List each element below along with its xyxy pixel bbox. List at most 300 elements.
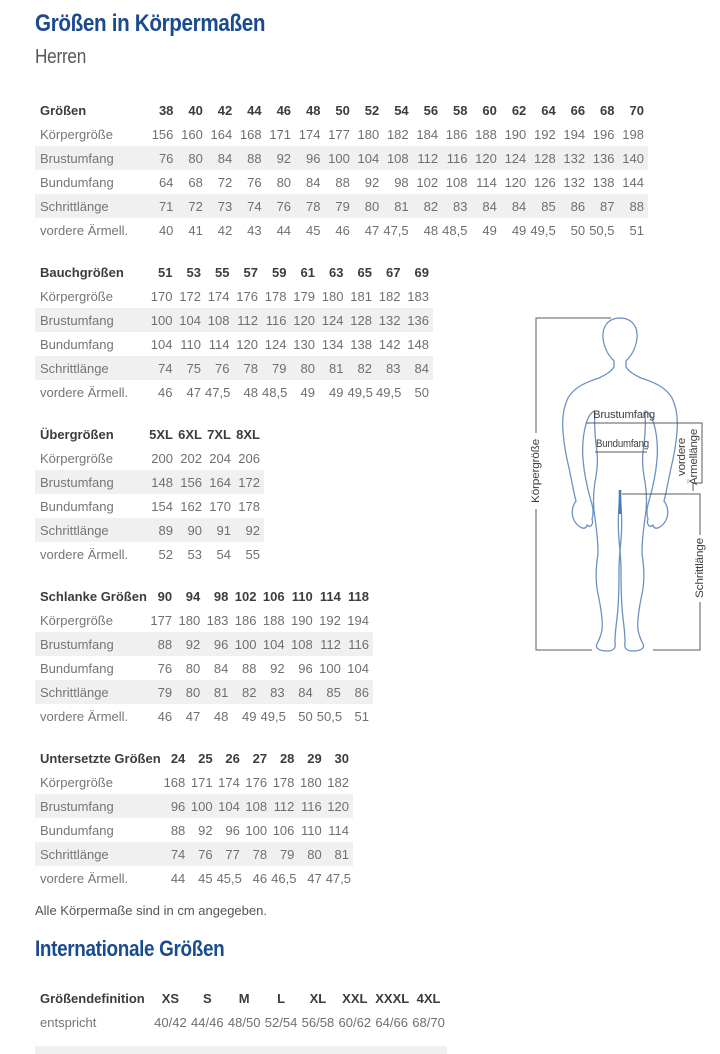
table-bauchgroessen bbox=[35, 260, 433, 404]
row-label: vordere Ärmell. bbox=[40, 384, 129, 400]
value-cell: 80 bbox=[188, 150, 203, 166]
row-label: Schrittlänge bbox=[40, 684, 109, 700]
value-cell: 98 bbox=[394, 174, 409, 190]
value-cell: 92 bbox=[270, 660, 285, 676]
value-cell: 120 bbox=[475, 150, 497, 166]
partial-table-stripe bbox=[35, 1046, 447, 1054]
table-header-label: Größendefinition bbox=[40, 990, 145, 1006]
value-cell: 56/58 bbox=[301, 1014, 335, 1030]
value-cell: 183 bbox=[407, 288, 429, 304]
size-column-header: 48 bbox=[305, 102, 321, 118]
value-cell: 44/46 bbox=[191, 1014, 224, 1030]
table-row bbox=[35, 218, 648, 242]
value-cell: 184 bbox=[416, 126, 439, 142]
size-column-header: 69 bbox=[414, 264, 429, 280]
value-cell: 64/66 bbox=[375, 1014, 408, 1030]
value-cell: 162 bbox=[180, 498, 202, 514]
size-table-schlanke-groessen bbox=[35, 584, 373, 728]
table-row bbox=[35, 770, 353, 794]
size-column-header: 24 bbox=[170, 750, 186, 766]
size-column-header: S bbox=[202, 990, 212, 1006]
value-cell: 51 bbox=[629, 222, 644, 238]
value-cell: 170 bbox=[209, 498, 231, 514]
value-cell: 49 bbox=[482, 222, 497, 238]
diagram-label-schrittlaenge: Schrittlänge bbox=[694, 542, 706, 598]
table-header-label: Untersetzte Größen bbox=[40, 750, 161, 766]
value-cell: 72 bbox=[217, 174, 233, 190]
size-table-groessen bbox=[35, 98, 648, 242]
value-cell: 92 bbox=[364, 174, 380, 190]
row-label: Körpergröße bbox=[40, 288, 113, 304]
value-cell: 83 bbox=[270, 684, 285, 700]
value-cell: 186 bbox=[445, 126, 468, 142]
size-column-header: 30 bbox=[334, 750, 349, 766]
size-column-header: 42 bbox=[217, 102, 233, 118]
table-header-label: Übergrößen bbox=[40, 426, 114, 442]
value-cell: 84 bbox=[217, 150, 233, 166]
value-cell: 180 bbox=[299, 774, 322, 790]
table-row bbox=[35, 842, 353, 866]
row-label: Brustumfang bbox=[40, 474, 114, 490]
value-cell: 202 bbox=[180, 450, 202, 466]
value-cell: 102 bbox=[416, 174, 439, 190]
value-cell: 60/62 bbox=[338, 1014, 372, 1030]
value-cell: 112 bbox=[273, 798, 295, 814]
size-column-header: 55 bbox=[215, 264, 230, 280]
value-cell: 92 bbox=[198, 822, 213, 838]
row-label: Bundumfang bbox=[40, 660, 114, 676]
table-internationale-groessen bbox=[35, 986, 447, 1034]
value-cell: 84 bbox=[213, 660, 229, 676]
table-row bbox=[35, 170, 648, 194]
value-cell: 92 bbox=[185, 636, 201, 652]
value-cell: 100 bbox=[328, 150, 350, 166]
value-cell: 86 bbox=[354, 684, 369, 700]
value-cell: 68/70 bbox=[412, 1014, 445, 1030]
value-cell: 108 bbox=[291, 636, 313, 652]
table-row bbox=[35, 122, 648, 146]
value-cell: 194 bbox=[563, 126, 586, 142]
table-row bbox=[35, 632, 373, 656]
size-column-header: 67 bbox=[386, 264, 401, 280]
value-cell: 174 bbox=[298, 126, 321, 142]
value-cell: 126 bbox=[533, 174, 556, 190]
value-cell: 136 bbox=[407, 312, 429, 328]
value-cell: 64 bbox=[158, 174, 174, 190]
value-cell: 52 bbox=[158, 546, 173, 562]
size-column-header: 28 bbox=[279, 750, 295, 766]
value-cell: 43 bbox=[247, 222, 262, 238]
size-column-header: 54 bbox=[394, 102, 409, 118]
value-cell: 78 bbox=[252, 846, 268, 862]
row-label: Körpergröße bbox=[40, 450, 113, 466]
value-cell: 48 bbox=[243, 384, 258, 400]
value-cell: 47 bbox=[185, 708, 201, 724]
value-cell: 177 bbox=[150, 612, 173, 628]
value-cell: 80 bbox=[307, 846, 322, 862]
row-label: Schrittlänge bbox=[40, 846, 109, 862]
value-cell: 49,5 bbox=[530, 222, 556, 238]
value-cell: 108 bbox=[386, 150, 409, 166]
value-cell: 49 bbox=[242, 708, 257, 724]
value-cell: 47,5 bbox=[325, 870, 351, 886]
value-cell: 188 bbox=[262, 612, 285, 628]
size-table-bauchgroessen bbox=[35, 260, 433, 404]
value-cell: 79 bbox=[335, 198, 350, 214]
value-cell: 46,5 bbox=[271, 870, 297, 886]
body-measurement-diagram bbox=[523, 305, 720, 660]
value-cell: 89 bbox=[158, 522, 173, 538]
value-cell: 81 bbox=[334, 846, 349, 862]
value-cell: 52/54 bbox=[264, 1014, 298, 1030]
value-cell: 194 bbox=[347, 612, 369, 628]
value-cell: 44 bbox=[276, 222, 292, 238]
row-label: Brustumfang bbox=[40, 312, 114, 328]
size-column-header: 64 bbox=[541, 102, 556, 118]
size-column-header: 68 bbox=[600, 102, 615, 118]
value-cell: 80 bbox=[185, 660, 201, 676]
row-label: Bundumfang bbox=[40, 822, 114, 838]
value-cell: 200 bbox=[151, 450, 173, 466]
value-cell: 50 bbox=[414, 384, 429, 400]
value-cell: 172 bbox=[179, 288, 201, 304]
value-cell: 104 bbox=[179, 312, 201, 328]
size-column-header: 25 bbox=[198, 750, 213, 766]
size-column-header: 6XL bbox=[178, 426, 202, 442]
value-cell: 88 bbox=[335, 174, 350, 190]
value-cell: 96 bbox=[305, 150, 321, 166]
value-cell: 80 bbox=[300, 360, 315, 376]
value-cell: 68 bbox=[188, 174, 203, 190]
table-row bbox=[35, 680, 373, 704]
size-column-header: 53 bbox=[186, 264, 201, 280]
value-cell: 128 bbox=[533, 150, 556, 166]
value-cell: 114 bbox=[208, 336, 230, 352]
value-cell: 120 bbox=[504, 174, 527, 190]
value-cell: 112 bbox=[320, 636, 341, 652]
value-cell: 177 bbox=[328, 126, 350, 142]
value-cell: 132 bbox=[378, 312, 401, 328]
diagram-label-koerpergroesse: Körpergröße bbox=[530, 443, 542, 503]
size-column-header: 50 bbox=[335, 102, 350, 118]
value-cell: 84 bbox=[305, 174, 321, 190]
row-label: Körpergröße bbox=[40, 126, 113, 142]
value-cell: 124 bbox=[321, 312, 344, 328]
value-cell: 140 bbox=[622, 150, 644, 166]
value-cell: 116 bbox=[446, 150, 468, 166]
value-cell: 76 bbox=[215, 360, 230, 376]
value-cell: 88 bbox=[629, 198, 644, 214]
value-cell: 48 bbox=[213, 708, 229, 724]
table-untersetzte-groessen bbox=[35, 746, 353, 890]
value-cell: 148 bbox=[151, 474, 173, 490]
value-cell: 82 bbox=[423, 198, 439, 214]
size-column-header: 59 bbox=[272, 264, 287, 280]
value-cell: 179 bbox=[293, 288, 315, 304]
value-cell: 110 bbox=[180, 336, 201, 352]
table-header-row bbox=[35, 260, 433, 284]
value-cell: 48,5 bbox=[442, 222, 468, 238]
size-column-header: 4XL bbox=[416, 990, 441, 1006]
value-cell: 51 bbox=[354, 708, 369, 724]
value-cell: 47 bbox=[364, 222, 380, 238]
table-row bbox=[35, 794, 353, 818]
table-row bbox=[35, 146, 648, 170]
value-cell: 83 bbox=[386, 360, 401, 376]
value-cell: 176 bbox=[245, 774, 268, 790]
value-cell: 120 bbox=[236, 336, 258, 352]
value-cell: 50,5 bbox=[589, 222, 615, 238]
value-cell: 192 bbox=[533, 126, 556, 142]
row-label: Schrittlänge bbox=[40, 522, 109, 538]
value-cell: 88 bbox=[170, 822, 186, 838]
diagram-label-aermellaenge: Ärmellänge bbox=[688, 431, 700, 485]
size-column-header: 5XL bbox=[149, 426, 173, 442]
value-cell: 112 bbox=[237, 312, 258, 328]
value-cell: 100 bbox=[190, 798, 213, 814]
row-label: entspricht bbox=[40, 1014, 97, 1030]
size-column-header: 58 bbox=[453, 102, 468, 118]
value-cell: 190 bbox=[291, 612, 313, 628]
value-cell: 92 bbox=[245, 522, 260, 538]
value-cell: 72 bbox=[188, 198, 203, 214]
value-cell: 85 bbox=[326, 684, 341, 700]
row-label: Brustumfang bbox=[40, 150, 114, 166]
diagram-label-bundumfang: Bundumfang bbox=[596, 438, 650, 450]
table-header-label: Größen bbox=[40, 102, 87, 118]
value-cell: 148 bbox=[407, 336, 429, 352]
size-column-header: 102 bbox=[234, 588, 257, 604]
table-row bbox=[35, 518, 264, 542]
table-header-row bbox=[35, 98, 648, 122]
value-cell: 49,5 bbox=[260, 708, 286, 724]
units-note: Alle Körpermaße sind in cm angegeben. bbox=[35, 903, 267, 918]
table-row bbox=[35, 194, 648, 218]
value-cell: 116 bbox=[300, 798, 322, 814]
value-cell: 134 bbox=[321, 336, 344, 352]
size-column-header: 90 bbox=[157, 588, 173, 604]
value-cell: 178 bbox=[264, 288, 287, 304]
value-cell: 86 bbox=[570, 198, 586, 214]
value-cell: 183 bbox=[206, 612, 229, 628]
value-cell: 168 bbox=[239, 126, 262, 142]
value-cell: 138 bbox=[350, 336, 372, 352]
table-row bbox=[35, 1010, 447, 1034]
size-column-header: XS bbox=[161, 990, 180, 1006]
value-cell: 49,5 bbox=[347, 384, 373, 400]
value-cell: 96 bbox=[170, 798, 186, 814]
value-cell: 100 bbox=[319, 660, 341, 676]
value-cell: 100 bbox=[234, 636, 257, 652]
value-cell: 50 bbox=[298, 708, 313, 724]
value-cell: 85 bbox=[541, 198, 556, 214]
value-cell: 186 bbox=[234, 612, 257, 628]
table-row bbox=[35, 284, 433, 308]
table-schlanke-groessen bbox=[35, 584, 373, 728]
value-cell: 78 bbox=[305, 198, 321, 214]
table-header-row bbox=[35, 746, 353, 770]
row-label: vordere Ärmell. bbox=[40, 546, 129, 562]
value-cell: 79 bbox=[279, 846, 295, 862]
row-label: Schrittlänge bbox=[40, 198, 109, 214]
size-column-header: 61 bbox=[300, 264, 315, 280]
value-cell: 46 bbox=[335, 222, 350, 238]
table-row bbox=[35, 866, 353, 890]
value-cell: 84 bbox=[414, 360, 429, 376]
value-cell: 130 bbox=[293, 336, 315, 352]
value-cell: 170 bbox=[150, 288, 173, 304]
value-cell: 81 bbox=[213, 684, 229, 700]
value-cell: 96 bbox=[298, 660, 313, 676]
table-row bbox=[35, 656, 373, 680]
size-table-untersetzte-groessen bbox=[35, 746, 353, 890]
value-cell: 104 bbox=[150, 336, 173, 352]
value-cell: 178 bbox=[272, 774, 295, 790]
page-subtitle: Herren bbox=[35, 46, 87, 68]
value-cell: 164 bbox=[209, 474, 231, 490]
value-cell: 45,5 bbox=[216, 870, 242, 886]
value-cell: 88 bbox=[157, 636, 173, 652]
value-cell: 116 bbox=[265, 312, 287, 328]
row-label: vordere Ärmell. bbox=[40, 708, 129, 724]
value-cell: 104 bbox=[347, 660, 369, 676]
row-label: Bundumfang bbox=[40, 336, 114, 352]
value-cell: 74 bbox=[247, 198, 262, 214]
size-column-header: 57 bbox=[243, 264, 258, 280]
value-cell: 120 bbox=[327, 798, 349, 814]
value-cell: 96 bbox=[213, 636, 229, 652]
table-row bbox=[35, 332, 433, 356]
table-row bbox=[35, 356, 433, 380]
value-cell: 180 bbox=[321, 288, 344, 304]
schrittlaenge-bracket bbox=[622, 494, 700, 650]
size-column-header: 66 bbox=[570, 102, 586, 118]
row-label: Brustumfang bbox=[40, 636, 114, 652]
value-cell: 154 bbox=[151, 498, 173, 514]
size-column-header: XXXL bbox=[375, 990, 410, 1006]
value-cell: 75 bbox=[186, 360, 201, 376]
size-column-header: 27 bbox=[252, 750, 268, 766]
value-cell: 50,5 bbox=[316, 708, 343, 724]
value-cell: 47,5 bbox=[205, 384, 231, 400]
value-cell: 182 bbox=[386, 126, 409, 142]
size-table-internationale-groessen bbox=[35, 986, 447, 1034]
value-cell: 132 bbox=[563, 150, 586, 166]
value-cell: 91 bbox=[216, 522, 231, 538]
value-cell: 46 bbox=[158, 384, 173, 400]
value-cell: 116 bbox=[348, 636, 369, 652]
value-cell: 108 bbox=[245, 798, 268, 814]
value-cell: 84 bbox=[298, 684, 313, 700]
size-column-header: 38 bbox=[158, 102, 174, 118]
size-column-header: XL bbox=[309, 990, 327, 1006]
size-column-header: XXL bbox=[342, 990, 368, 1006]
value-cell: 188 bbox=[475, 126, 497, 142]
value-cell: 45 bbox=[198, 870, 213, 886]
value-cell: 182 bbox=[378, 288, 401, 304]
value-cell: 142 bbox=[378, 336, 401, 352]
size-column-header: 94 bbox=[185, 588, 201, 604]
size-table-uebergroessen bbox=[35, 422, 264, 566]
size-column-header: 106 bbox=[262, 588, 285, 604]
table-row bbox=[35, 446, 264, 470]
value-cell: 156 bbox=[180, 474, 202, 490]
row-label: Körpergröße bbox=[40, 612, 113, 628]
size-column-header: 29 bbox=[307, 750, 322, 766]
size-column-header: L bbox=[277, 990, 286, 1006]
value-cell: 108 bbox=[445, 174, 468, 190]
value-cell: 76 bbox=[247, 174, 262, 190]
body-outline-mirror bbox=[563, 318, 622, 651]
value-cell: 79 bbox=[272, 360, 287, 376]
size-column-header: 98 bbox=[213, 588, 229, 604]
value-cell: 47 bbox=[186, 384, 201, 400]
value-cell: 181 bbox=[350, 288, 372, 304]
table-row bbox=[35, 608, 373, 632]
value-cell: 73 bbox=[217, 198, 233, 214]
value-cell: 74 bbox=[170, 846, 186, 862]
value-cell: 77 bbox=[225, 846, 240, 862]
body-outline bbox=[618, 318, 677, 651]
value-cell: 104 bbox=[262, 636, 285, 652]
value-cell: 171 bbox=[269, 126, 292, 142]
value-cell: 48,5 bbox=[262, 384, 288, 400]
value-cell: 74 bbox=[158, 360, 173, 376]
size-column-header: 51 bbox=[158, 264, 173, 280]
value-cell: 92 bbox=[276, 150, 292, 166]
value-cell: 88 bbox=[247, 150, 262, 166]
value-cell: 80 bbox=[364, 198, 380, 214]
table-groessen bbox=[35, 98, 648, 242]
table-uebergroessen bbox=[35, 422, 264, 566]
table-row bbox=[35, 470, 264, 494]
row-label: Brustumfang bbox=[40, 798, 114, 814]
diagram-label-brustumfang: Brustumfang bbox=[593, 409, 656, 421]
size-column-header: 110 bbox=[291, 588, 313, 604]
value-cell: 174 bbox=[207, 288, 230, 304]
value-cell: 156 bbox=[151, 126, 174, 142]
value-cell: 174 bbox=[218, 774, 240, 790]
value-cell: 45 bbox=[305, 222, 321, 238]
table-row bbox=[35, 380, 433, 404]
table-row bbox=[35, 818, 353, 842]
value-cell: 196 bbox=[592, 126, 615, 142]
size-column-header: 40 bbox=[188, 102, 203, 118]
value-cell: 82 bbox=[242, 684, 257, 700]
value-cell: 124 bbox=[504, 150, 527, 166]
page-title: Größen in Körpermaßen bbox=[35, 10, 266, 37]
value-cell: 49 bbox=[511, 222, 527, 238]
value-cell: 108 bbox=[207, 312, 230, 328]
value-cell: 46 bbox=[157, 708, 173, 724]
value-cell: 44 bbox=[170, 870, 186, 886]
size-column-header: 46 bbox=[276, 102, 292, 118]
value-cell: 178 bbox=[238, 498, 260, 514]
table-header-row bbox=[35, 986, 447, 1010]
table-row bbox=[35, 704, 373, 728]
value-cell: 46 bbox=[252, 870, 268, 886]
value-cell: 49 bbox=[329, 384, 344, 400]
value-cell: 144 bbox=[622, 174, 644, 190]
value-cell: 42 bbox=[217, 222, 233, 238]
size-column-header: 63 bbox=[329, 264, 344, 280]
size-column-header: 56 bbox=[423, 102, 439, 118]
value-cell: 47 bbox=[307, 870, 322, 886]
value-cell: 88 bbox=[242, 660, 257, 676]
value-cell: 206 bbox=[238, 450, 260, 466]
value-cell: 47,5 bbox=[383, 222, 409, 238]
value-cell: 84 bbox=[482, 198, 497, 214]
